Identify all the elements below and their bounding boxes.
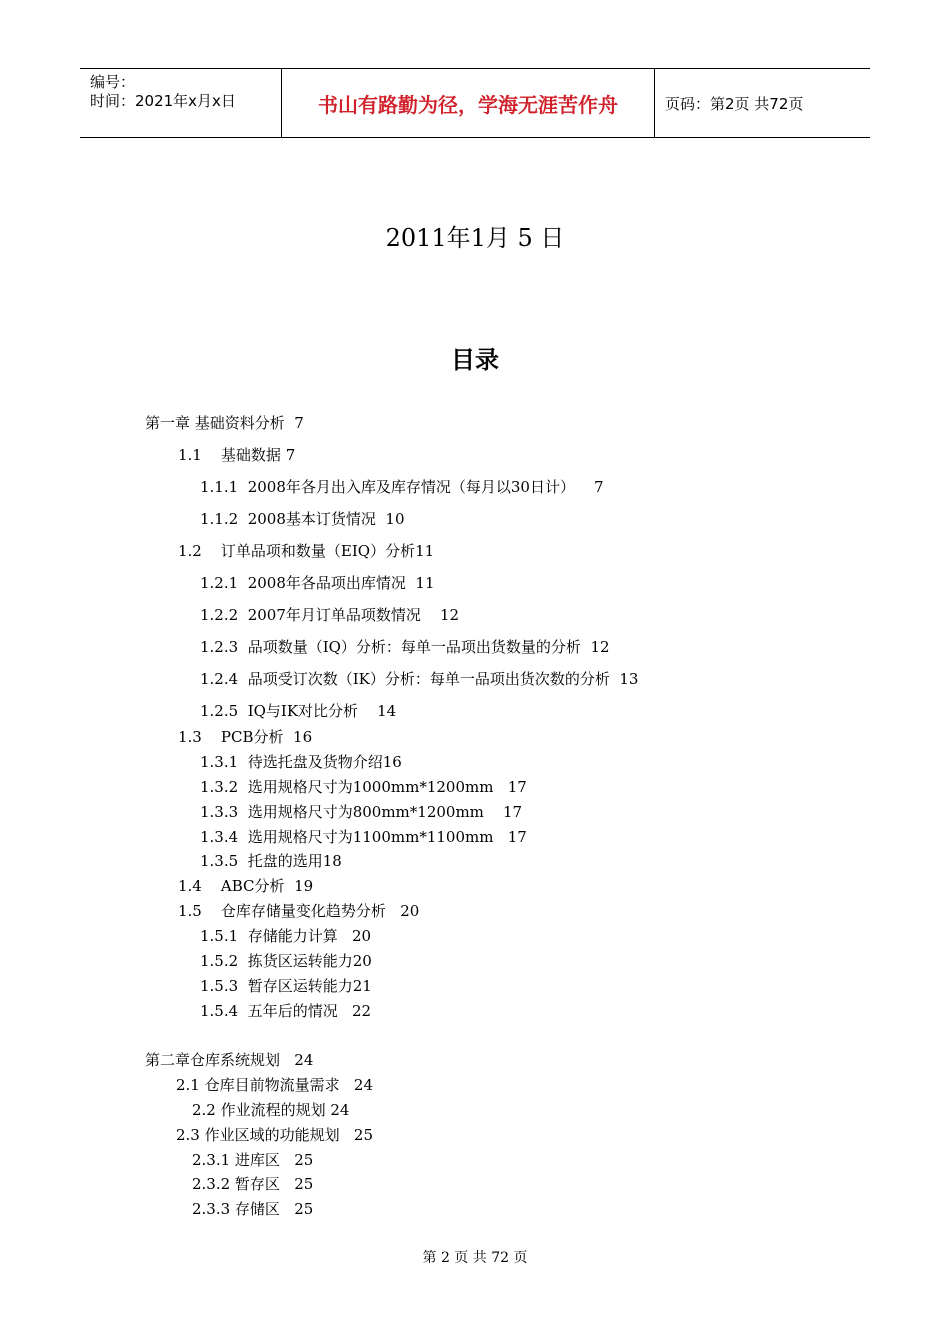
toc-entry[interactable]: 1.5.4 五年后的情况 22 bbox=[200, 1002, 372, 1020]
toc-title: 目录 bbox=[451, 346, 499, 374]
header-meta-cell bbox=[80, 69, 282, 137]
toc-entry[interactable]: 2.3 作业区域的功能规划 25 bbox=[176, 1126, 374, 1144]
toc-entry[interactable]: 1.5.3 暂存区运转能力21 bbox=[200, 977, 372, 995]
toc-entry[interactable]: 2.3.1 进库区 25 bbox=[192, 1151, 314, 1169]
toc-entry[interactable]: 2.3.3 存储区 25 bbox=[192, 1200, 314, 1218]
toc-entry[interactable]: 2.1 仓库目前物流量需求 24 bbox=[176, 1076, 374, 1094]
toc-entry[interactable]: 1.2.3 品项数量（IQ）分析：每单一品项出货数量的分析 12 bbox=[200, 638, 610, 656]
toc-entry[interactable]: 1.3.4 选用规格尺寸为1100mm*1100mm 17 bbox=[200, 828, 527, 846]
toc-entry[interactable]: 2.2 作业流程的规划 24 bbox=[192, 1101, 350, 1119]
toc-entry[interactable]: 1.5 仓库存储量变化趋势分析 20 bbox=[178, 902, 420, 920]
page-footer: 第 2 页 共 72 页 bbox=[422, 1250, 528, 1266]
date-line: 2011年1月 5 日 bbox=[385, 224, 565, 252]
toc-entry[interactable]: 1.1 基础数据 7 bbox=[178, 446, 296, 464]
toc-entry[interactable]: 1.3.2 选用规格尺寸为1000mm*1200mm 17 bbox=[200, 778, 527, 796]
header-motto: 书山有路勤为径，学海无涯苦作舟 bbox=[282, 69, 655, 137]
toc-entry[interactable]: 2.3.2 暂存区 25 bbox=[192, 1175, 314, 1193]
time-label: 时间：2021年x月x日 bbox=[90, 92, 236, 110]
header-page-info: 页码：第2页 共72页 bbox=[665, 94, 804, 113]
header-table bbox=[80, 68, 870, 138]
toc-entry[interactable]: 1.4 ABC分析 19 bbox=[178, 877, 314, 895]
toc-entry[interactable]: 1.1.1 2008年各月出入库及库存情况（每月以30日计） 7 bbox=[200, 478, 604, 496]
toc-entry[interactable]: 1.3 PCB分析 16 bbox=[178, 728, 313, 746]
toc-entry[interactable]: 1.3.5 托盘的选用18 bbox=[200, 852, 342, 870]
toc-entry[interactable]: 第一章 基础资料分析 7 bbox=[145, 414, 304, 432]
toc-entry[interactable]: 1.3.1 待选托盘及货物介绍16 bbox=[200, 753, 402, 771]
toc-entry[interactable]: 1.5.1 存储能力计算 20 bbox=[200, 927, 372, 945]
toc-entry[interactable]: 1.5.2 拣货区运转能力20 bbox=[200, 952, 372, 970]
number-label: 编号： bbox=[90, 73, 136, 91]
toc-entry[interactable]: 1.3.3 选用规格尺寸为800mm*1200mm 17 bbox=[200, 803, 523, 821]
toc-entry[interactable]: 1.2.2 2007年月订单品项数情况 12 bbox=[200, 606, 460, 624]
toc-entry[interactable]: 1.2 订单品项和数量（EIQ）分析11 bbox=[178, 542, 435, 560]
toc-entry[interactable]: 1.2.4 品项受订次数（IK）分析：每单一品项出货次数的分析 13 bbox=[200, 670, 639, 688]
toc-entry[interactable]: 1.2.1 2008年各品项出库情况 11 bbox=[200, 574, 435, 592]
toc-entry[interactable]: 1.2.5 IQ与IK对比分析 14 bbox=[200, 702, 397, 720]
toc-entry[interactable]: 1.1.2 2008基本订货情况 10 bbox=[200, 510, 405, 528]
toc-entry[interactable]: 第二章仓库系统规划 24 bbox=[145, 1051, 314, 1069]
